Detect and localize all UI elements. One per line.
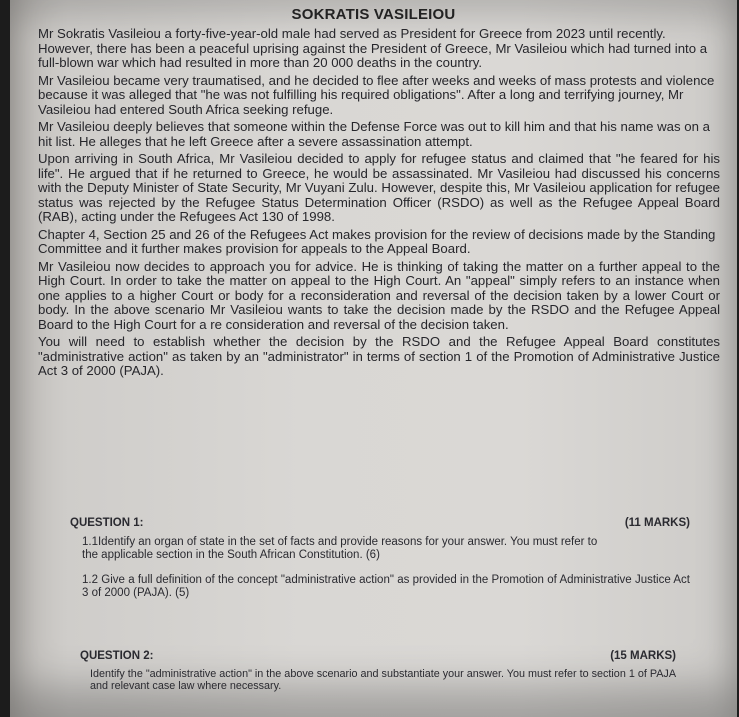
paragraph: Mr Vasileiou deeply believes that someone within the Defense Force was out to kill him and that his name was on a hit list. He alleges that he left Greece after a severe assassination attempt. [38,119,710,149]
document-page [10,0,737,717]
question-1-1: 1.1Identify an organ of state in the set of facts and provide reasons for your answer. You must refer to the applicable section in the South African Constitution. (6) [82,536,598,561]
paragraph: Chapter 4, Section 25 and 26 of the Refugees Act makes provision for the review of decisions made by the Standing Committee and it further makes provision for appeals to the Appeal Board. [38,226,716,256]
question-2-marks: (15 MARKS) [610,650,676,662]
question-1-heading: QUESTION 1: [70,517,144,529]
question-2-heading: QUESTION 2: [80,650,154,662]
question-1-header [70,517,690,530]
question-2-header [80,650,676,662]
paragraph: You will need to establish whether the decision by the RSDO and the Refugee Appeal Board constitutes "administrative action" as taken by an "administrator" in terms of section 1 of the Promotion of Administrative Justice Act 3 of 2000 (PAJA). [38,334,720,378]
paragraph: Mr Vasileiou became very traumatised, and he decided to flee after weeks and weeks of mass protests and violence because it was alleged that "he was not fulfilling his required obligations". After a long and terrifying journey, Mr Vasileiou had entered South Africa seeking refuge. [38,72,715,117]
paragraph: Mr Vasileiou now decides to approach you for advice. He is thinking of taking the matter on a further appeal to the High Court. In order to take the matter on appeal to the High Court. An "appeal" simply refers to an instance when one applies to a higher Court or body for a reconsideration and reversal of the decision taken by a lower Court or body. In the above scenario Mr Vasileiou wants to take the decision made by the RSDO and the Refugee Appeal Board to the High Court for a re consideration and reversal of the decision taken. [38,258,720,332]
question-1-section [70,517,690,612]
paragraph: Mr Sokratis Vasileiou a forty-five-year-old male had served as President for Greece from 2023 until recently. However, there has been a peaceful uprising against the President of Greece, Mr Vasileiou which had turned into a full-blown war which had resulted in more than 20 000 deaths in the country. [38,26,708,70]
question-1-marks: (11 MARKS) [624,517,690,529]
paragraph: Upon arriving in South Africa, Mr Vasileiou decided to apply for refugee status and claimed that "he feared for his life". He argued that if he returned to Greece, he would be assassinated. Mr Vasileiou had discussed his concerns with the Deputy Minister of State Security, Mr Vuyani Zulu. However, despite this, Mr Vasileiou application for refugee status was rejected by the Refugee Status Determination Officer (RSDO) as well as the Refugee Appeal Board (RAB), acting under the Refugees Act 130 of 1998. [38,151,720,224]
question-2-section [80,650,676,692]
question-2-text: Identify the "administrative action" in the above scenario and substantiate your answer. You must refer to section 1 of PAJA and relevant case law where necessary. [90,668,676,692]
document-title: SOKRATIS VASILEIOU [291,6,456,23]
scenario-text [38,27,720,382]
question-1-2: 1.2 Give a full definition of the concept "administrative action" as provided in the Promotion of Administrative Justice Act 3 of 2000 (PAJA). (5) [82,574,690,599]
